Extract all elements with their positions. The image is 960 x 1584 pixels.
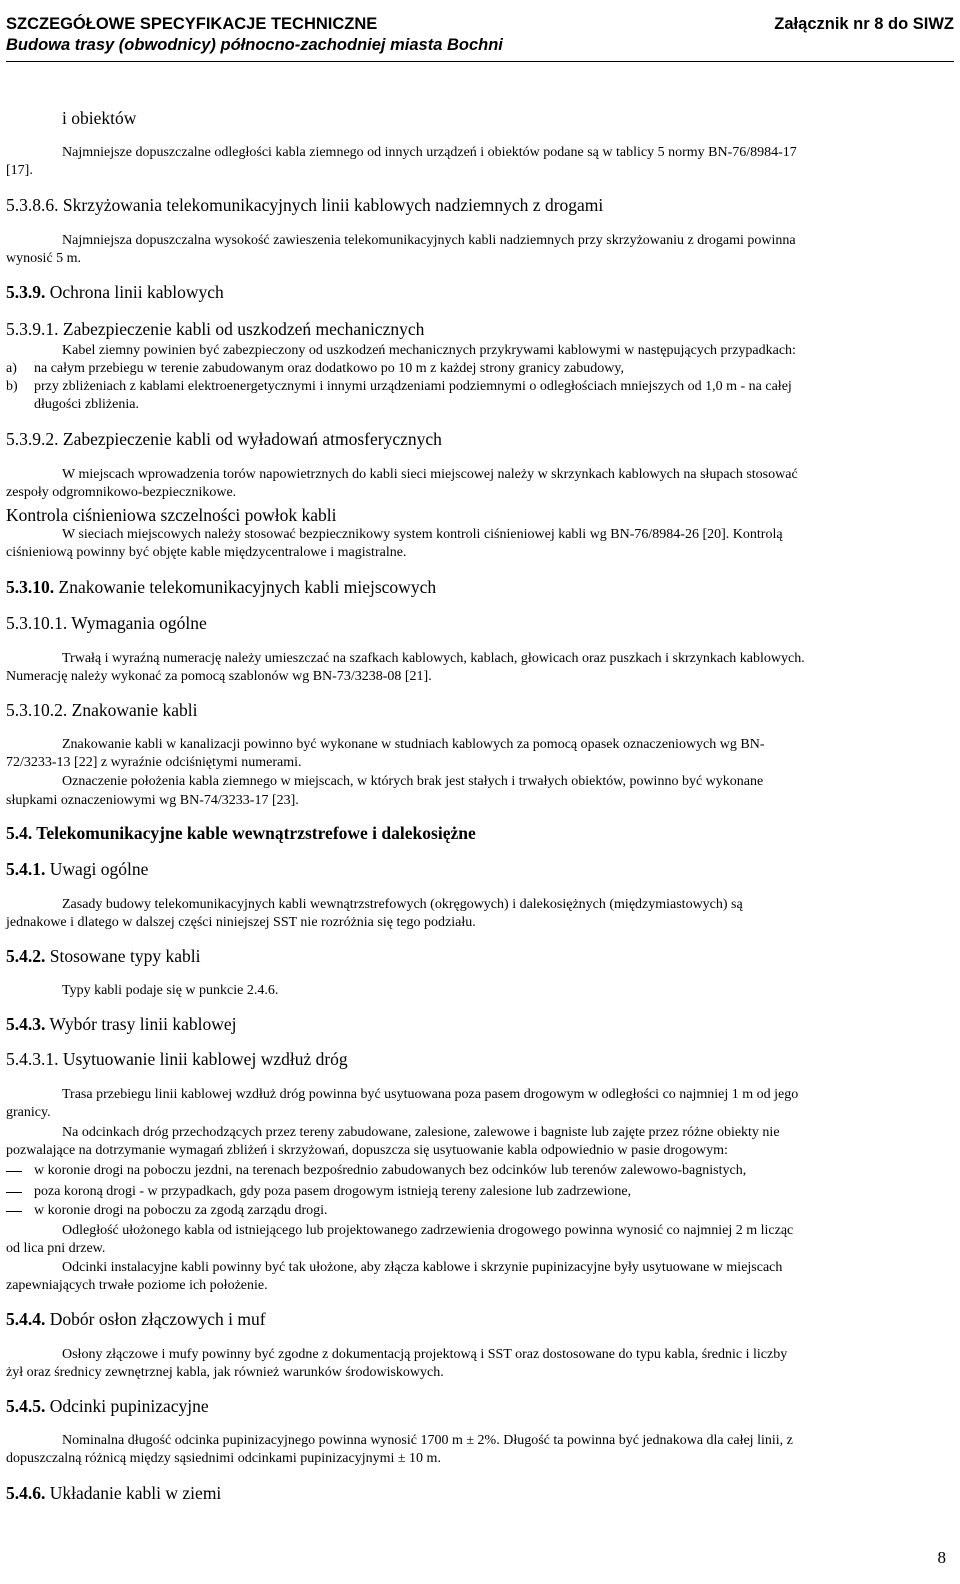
text-line: Trwałą i wyraźną numerację należy umieszczać na szafkach kablowych, kablach, głowicach oraz puszkach i skrzynkach kablowych. [62,651,805,666]
text-line: Numerację należy wykonać za pomocą szablonów wg BN-73/3238-08 [21]. [6,669,432,684]
section-title: Wybór trasy linii kablowej [45,1014,237,1034]
section-title: Odcinki pupinizacyjne [45,1396,209,1416]
bullet-dash [6,1192,22,1193]
section-heading [6,1013,236,1035]
text-line: Na odcinkach dróg przechodzących przez tereny zabudowane, zalesione, zalewowe i bagniste lub zajęte przez różne obiekty nie [62,1125,780,1140]
text-line: wynosić 5 m. [6,251,82,266]
text-line: od lica pni drzew. [6,1241,106,1256]
section-title: Dobór osłon złączowych i muf [45,1309,266,1329]
text-line: zespoły odgromnikowo-bezpiecznikowe. [6,485,237,500]
text-line: Najmniejsza dopuszczalna wysokość zawieszenia telekomunikacyjnych kabli nadziemnych przy skrzyżowaniu z drogami powinna [62,233,796,248]
text-line: żył oraz średnicy zewnętrznej kabla, jak również warunków środowiskowych. [6,1365,444,1380]
text-line: Oznaczenie położenia kabla ziemnego w miejscach, w których brak jest stałych i trwałych obiektów, powinno być wykonane [62,774,764,789]
text-line: Trasa przebiegu linii kablowej wzdłuż dróg powinna być usytuowana poza pasem drogowym w odległości co najmniej 1 m od jego [62,1087,799,1102]
text-line: słupkami oznaczeniowymi wg BN-74/3233-17 [23]. [6,793,299,808]
section-heading [6,1308,266,1330]
list-item: poza koroną drogi - w przypadkach, gdy poza pasem drogowym istnieją tereny zalesione lub zadrzewione, [34,1184,632,1199]
text-line: Nominalna długość odcinka pupinizacyjnego powinna wynosić 1700 m ± 2%. Długość ta powinna być jednakowa dla całej linii, z [62,1433,793,1448]
section-number: 5.3.9. [6,282,46,302]
section-heading: 5.3.8.6. Skrzyżowania telekomunikacyjnych linii kablowych nadziemnych z drogami [6,195,604,215]
text-line: Zasady budowy telekomunikacyjnych kabli wewnątrzstrefowych (okręgowych) i dalekosiężnych (międzymiastowych) są [62,897,743,912]
text-line: Znakowanie kabli w kanalizacji powinno być wykonane w studniach kablowych za pomocą opasek oznaczeniowych wg BN- [62,737,765,752]
text-line: ciśnieniową powinny być objęte kable międzycentralowe i magistralne. [6,545,407,560]
section-heading: 5.3.10.1. Wymagania ogólne [6,613,207,633]
list-item: na całym przebiegu w terenie zabudowanym oraz dodatkowo po 10 m z każdej strony granicy zabudowy, [34,361,624,376]
list-item: w koronie drogi na poboczu jezdni, na terenach bezpośrednio zabudowanych bez odcinków lub terenów zalewowo-bagnistych, [34,1163,747,1178]
list-marker: a) [6,361,17,376]
text-line: i obiektów [62,108,137,128]
text-line: 72/3233-13 [22] z wyraźnie odciśniętymi numerami. [6,755,302,770]
section-title: Stosowane typy kabli [45,946,201,966]
text-line: Osłony złączowe i mufy powinny być zgodne z dokumentacją projektową i SST oraz dostosowane do typu kabla, średnic i liczby [62,1347,788,1362]
text-line: Typy kabli podaje się w punkcie 2.4.6. [62,983,279,998]
section-title: Układanie kabli w ziemi [45,1483,222,1503]
section-title: Znakowanie telekomunikacyjnych kabli miejscowych [54,577,437,597]
section-heading [6,1482,221,1504]
section-number: 5.4.5. [6,1396,46,1416]
bullet-dash [6,1171,22,1172]
text-line: zapewniających trwałe poziome ich położenie. [6,1278,268,1293]
section-heading: 5.3.9.1. Zabezpieczenie kabli od uszkodzeń mechanicznych [6,319,425,339]
bullet-dash [6,1211,22,1212]
section-number: 5.4.2. [6,946,46,966]
text-line: W miejscach wprowadzenia torów napowietrznych do kabli sieci miejscowej należy w skrzynkach kablowych na słupach stosować [62,467,798,482]
section-number: 5.3.10. [6,577,55,597]
section-heading: 5.4.3.1. Usytuowanie linii kablowej wzdłuż dróg [6,1049,348,1069]
list-item: długości zbliżenia. [34,397,139,412]
section-number: 5.4.4. [6,1309,46,1329]
header-divider [6,61,954,62]
page-number: 8 [937,1548,946,1567]
text-line: jednakowe i dlatego w dalszej części niniejszej SST nie rozróżnia się tego podziału. [6,915,476,930]
list-marker: b) [6,379,18,394]
document-subtitle: Budowa trasy (obwodnicy) północno-zachodniej miasta Bochni [6,36,503,54]
section-number: 5.4.1. [6,859,46,879]
document-title: SZCZEGÓŁOWE SPECYFIKACJE TECHNICZNE [6,15,378,33]
list-item: przy zbliżeniach z kablami elektroenergetycznymi i innymi urządzeniami podziemnymi o odległościach mniejszych od 1,0 m - na całej [34,379,792,394]
section-number: 5.4.3. [6,1014,46,1034]
text-line: Kabel ziemny powinien być zabezpieczony od uszkodzeń mechanicznych przykrywami kablowymi w następujących przypadkach: [62,343,796,358]
text-line: W sieciach miejscowych należy stosować bezpiecznikowy system kontroli ciśnieniowej kabli wg BN-76/8984-26 [20]. Kontrolą [62,527,783,542]
list-item: w koronie drogi na poboczu za zgodą zarządu drogi. [34,1203,328,1218]
section-heading [6,858,148,880]
text-line: pozwalające na dotrzymanie wymagań zbliżeń i skrzyżowań, dopuszcza się usytuowanie kabla odpowiednio w pasie drogowym: [6,1143,728,1158]
text-line: dopuszczalną różnicą między sąsiednimi odcinkami pupinizacyjnymi ± 10 m. [6,1451,441,1466]
section-heading: 5.3.10.2. Znakowanie kabli [6,700,198,720]
section-heading [6,945,200,967]
text-line: Najmniejsze dopuszczalne odległości kabla ziemnego od innych urządzeń i obiektów podane są w tablicy 5 normy BN-76/8984-17 [62,145,797,160]
text-line: granicy. [6,1105,51,1120]
section-title: Uwagi ogólne [45,859,149,879]
section-number: 5.4.6. [6,1483,46,1503]
attachment-label: Załącznik nr 8 do SIWZ [774,15,954,33]
section-heading [6,281,224,303]
section-heading [6,1395,209,1417]
section-heading: 5.3.9.2. Zabezpieczenie kabli od wyładowań atmosferycznych [6,429,442,449]
text-line: [17]. [6,163,33,178]
section-title: Ochrona linii kablowych [45,282,224,302]
section-heading [6,576,436,598]
text-line: Odległość ułożonego kabla od istniejącego lub projektowanego zadrzewienia drogowego powinna wynosić co najmniej 2 m licząc [62,1223,794,1238]
chapter-heading: 5.4. Telekomunikacyjne kable wewnątrzstrefowe i dalekosiężne [6,823,476,843]
section-heading: Kontrola ciśnieniowa szczelności powłok kabli [6,505,337,525]
page-header [6,14,954,62]
text-line: Odcinki instalacyjne kabli powinny być tak ułożone, aby złącza kablowe i skrzynie pupinizacyjne były usytuowane w miejscach [62,1260,783,1275]
